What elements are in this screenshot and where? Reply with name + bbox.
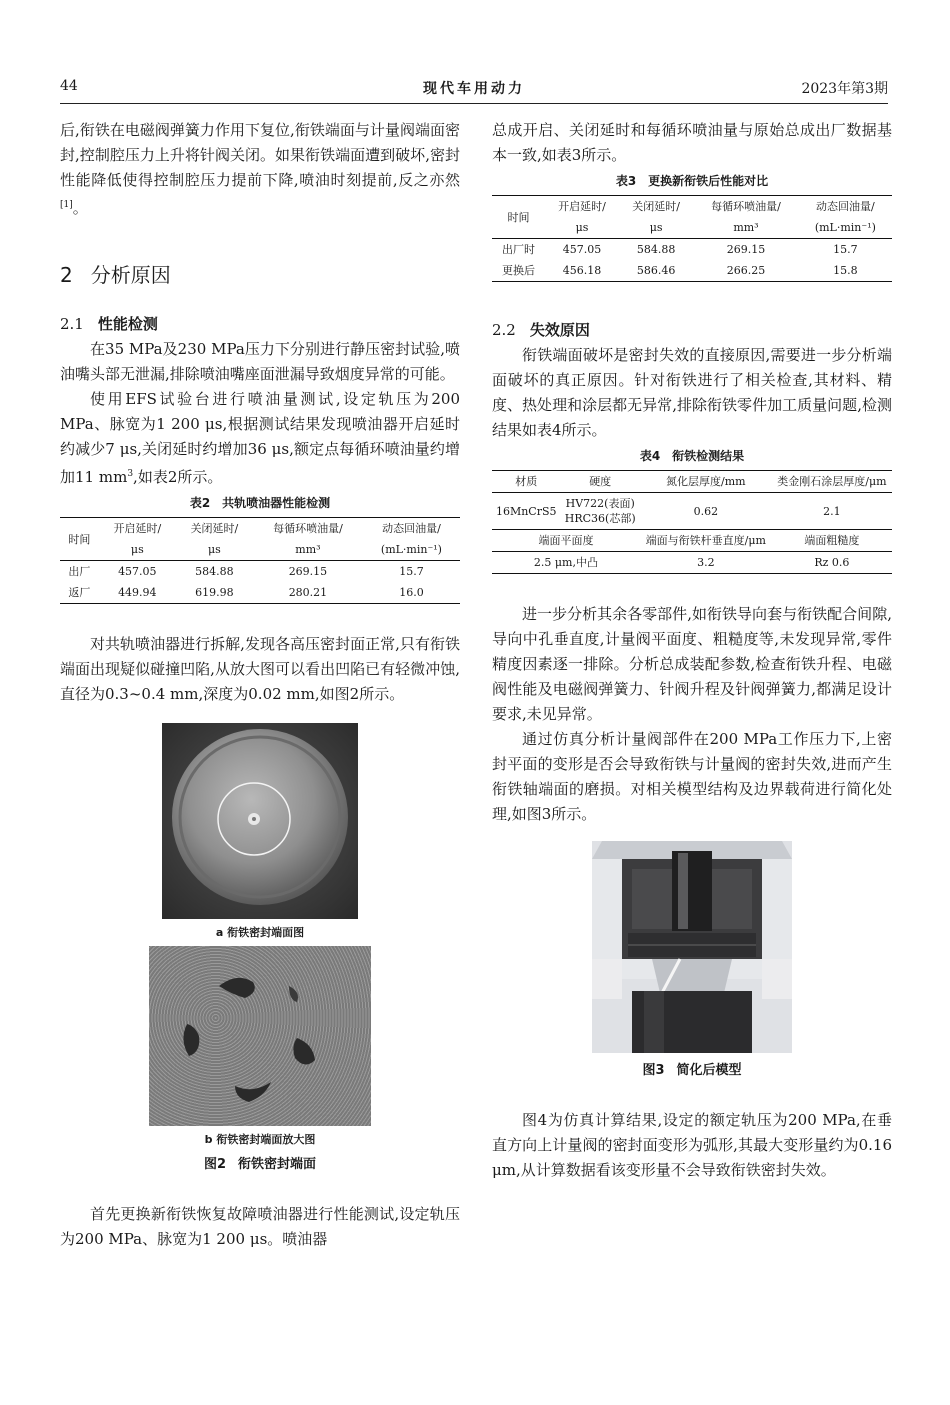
subsection-2-2-heading: 2.2 失效原因 xyxy=(492,321,590,339)
section-heading: 2 分析原因 xyxy=(60,263,171,287)
fig3-caption: 图3 简化后模型 xyxy=(642,1063,742,1078)
table3: 时间 开启延时/ 关闭延时/ 每循环喷油量/ 动态回油量/ μs μs mm³ (mL·min⁻¹) 出厂时 457.05 584.88 269.15 15.7 更换后 456.18 586.46 266.25 15.8 xyxy=(492,195,892,282)
table4: 材质 硬度 氮化层厚度/mm 类金刚石涂层厚度/μm 16MnCrS5 HV722(表面) HRC36(芯部) 0.62 2.1 端面平面度 端面与衔铁杆垂直度/μm 端面粗糙度 2.5 μm,中凸 3.2 Rz 0.6 xyxy=(492,470,892,574)
issue-label: 2023年第3期 xyxy=(801,81,888,97)
table2-caption: 表2 共轨喷油器性能检测 xyxy=(189,496,331,510)
subsection-2-1-heading: 2.1 性能检测 xyxy=(60,315,158,333)
table-row: 2.5 μm,中凸 3.2 Rz 0.6 xyxy=(492,552,892,574)
table-row: 端面平面度 端面与衔铁杆垂直度/μm 端面粗糙度 xyxy=(492,530,892,552)
fig2b-caption: b 衔铁密封端面放大图 xyxy=(204,1133,316,1146)
paragraph-disassembly: 对共轨喷油器进行拆解,发现各高压密封面正常,只有衔铁端面出现疑似碰撞凹陷,从放大图可以看出凹陷已有轻微冲蚀,直径为0.3~0.4 mm,深度为0.02 mm,如图2所示。 xyxy=(60,635,460,703)
simplified-model-figure xyxy=(592,841,792,1053)
table3-caption: 表3 更换新衔铁后性能对比 xyxy=(615,174,769,188)
table2: 时间 开启延时/ 关闭延时/ 每循环喷油量/ 动态回油量/ μs μs mm³ (mL·min⁻¹) 出厂 457.05 584.88 269.15 15.7 返厂 449.94 619.98 280.21 16.0 xyxy=(60,517,460,604)
paragraph-consistency: 总成开启、关闭延时和每循环喷油量与原始总成出厂数据基本一致,如表3所示。 xyxy=(492,121,892,164)
armature-end-face-graphic xyxy=(162,723,358,919)
right-column xyxy=(492,118,892,1183)
paragraph-replace-armature: 首先更换新衔铁恢复故障喷油器进行性能测试,设定轨压为200 MPa、脉宽为1 200 μs。喷油器 xyxy=(60,1205,460,1248)
left-column xyxy=(60,118,460,1252)
journal-title: 现代车用动力 xyxy=(423,81,525,97)
table4-caption: 表4 衔铁检测结果 xyxy=(639,449,745,463)
table-row: 返厂 449.94 619.98 280.21 16.0 xyxy=(60,582,460,604)
table-row: 更换后 456.18 586.46 266.25 15.8 xyxy=(492,260,892,282)
fig2a-caption: a 衔铁密封端面图 xyxy=(215,926,305,939)
simplified-model-graphic xyxy=(592,841,792,1053)
paragraph-simulation: 通过仿真分析计量阀部件在200 MPa工作压力下,上密封平面的变形是否会导致衔铁与计量阀的密封失效,进而产生衔铁轴端面的磨损。对相关模型结构及边界载荷进行简化处理,如图3所示。 xyxy=(492,730,892,823)
paragraph-static-test: 在35 MPa及230 MPa压力下分别进行静压密封试验,喷油嘴头部无泄漏,排除喷油嘴座面泄漏导致烟度异常的可能。 xyxy=(60,340,460,383)
header-rule xyxy=(60,103,888,104)
table-row: 出厂时 457.05 584.88 269.15 15.7 xyxy=(502,243,858,256)
armature-end-face-photo xyxy=(162,723,358,919)
armature-end-face-magnified-photo xyxy=(149,946,371,1126)
paragraph-failure-cause: 衔铁端面破坏是密封失效的直接原因,需要进一步分析端面破坏的真正原因。针对衔铁进行了相关检查,其材料、精度、热处理和涂层都无异常,排除衔铁零件加工质量问题,检测结果如表4所示。 xyxy=(492,346,892,439)
page-header xyxy=(60,78,888,100)
table-row: 出厂 457.05 584.88 269.15 15.7 xyxy=(68,565,424,578)
table-row: 16MnCrS5 HV722(表面) HRC36(芯部) 0.62 2.1 xyxy=(492,493,892,530)
citation-ref[interactable]: [1] xyxy=(60,200,73,210)
paragraph-other-parts: 进一步分析其余各零部件,如衔铁导向套与衔铁配合间隙,导向中孔垂直度,计量阀平面度、粗糙度等,未发现异常,零件精度因素逐一排除。分析总成装配参数,检查衔铁升程、电磁阀性能及电磁阀弹簧力、针阀升程及针阀弹簧力,都满足设计要求,未见异常。 xyxy=(492,605,892,723)
fig2-caption: 图2 衔铁密封端面 xyxy=(203,1157,317,1172)
page-number: 44 xyxy=(60,78,78,94)
paragraph-simulation-result: 图4为仿真计算结果,设定的额定轨压为200 MPa,在垂直方向上计量阀的密封面变形为弧形,其最大变形量约为0.16 μm,从计算数据看该变形量不会导致衔铁密封失效。 xyxy=(492,1111,892,1179)
magnified-dents-graphic xyxy=(149,946,371,1126)
paragraph-efs-test: 使用EFS试验台进行喷油量测试,设定轨压为200 MPa、脉宽为1 200 μs,根据测试结果发现喷油器开启延时约减少7 μs,关闭延时约增加36 μs,额定点每循环喷油量约增加11 $mm^3$,如表2所示。 xyxy=(60,390,460,486)
intro-paragraph: 后,衔铁在电磁阀弹簧力作用下复位,衔铁端面与计量阀端面密封,控制腔压力上升将针阀关闭。如果衔铁端面遭到破坏,密封性能降低使得控制腔压力提前下降,喷油时刻提前,反之亦然[1]。 xyxy=(60,121,460,217)
